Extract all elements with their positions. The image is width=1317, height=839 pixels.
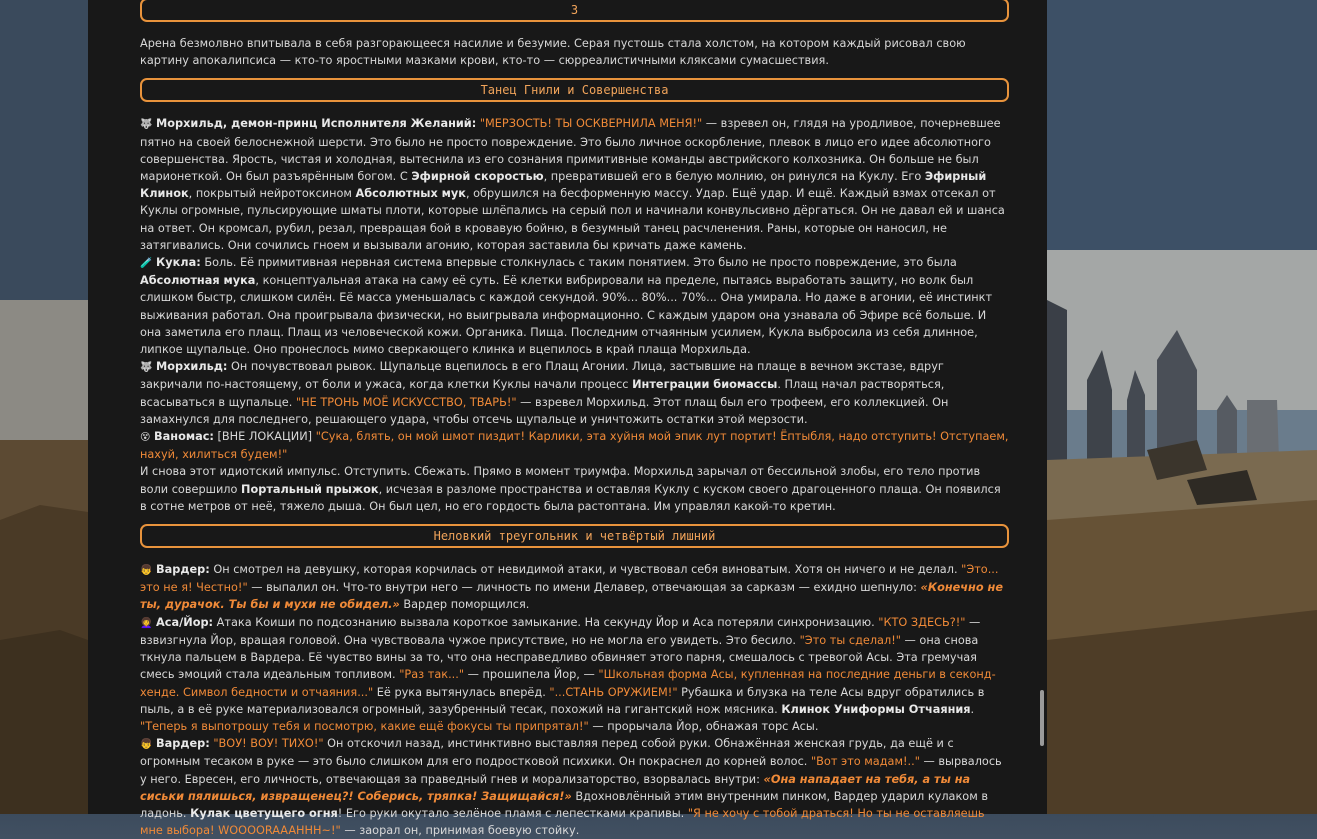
section-banner: Неловкий треугольник и четвёртый лишний — [140, 524, 1009, 548]
background-left — [0, 0, 88, 814]
skill-name: Интеграции биомассы — [632, 378, 778, 392]
scrollbar-thumb[interactable] — [1040, 690, 1044, 746]
narration: , исчезая в разломе пространства и оставляя Куклу с куском своего драгоценного плаща. Он появился в сотне метров от неё, тяжело дыша. Он был цел, но его гордость была растоптана. Им управлял какой-то кретин. — [140, 482, 1001, 513]
quote: "Это... это не я! Честно!" — [140, 563, 999, 595]
quote: "Я не хочу с тобой драться! Но ты не оставляешь мне выбора! WOOOORAAAHHH~!" — [140, 806, 985, 838]
narration: Рубашка и блузка на теле Асы вдруг обратились в пыль, а в её руке материализовался огромный, зазубренный тесак, похожий на гигантский нож мясника. — [140, 685, 985, 716]
skill-name: Эфирный Клинок — [140, 170, 987, 201]
quote: "МЕРЗОСТЬ! ТЫ ОСКВЕРНИЛА МЕНЯ!" — [479, 117, 703, 131]
message-asa-yor — [140, 614, 1009, 735]
message-varder-2 — [140, 735, 1009, 839]
narration: , обрушился на бесформенную массу. Удар. Ещё удар. И ещё. Каждый взмах отсекал от Куклы огромные, пульсирующие шматы плоти, которые шлёпались на серый пол и начинали конвульсивно дёргаться. Он не давал ей и шанса на ответ. Он кромсал, рубил, резал, превращая бой в кровавую бойню, в безумный танец расчленения. Раны, которые он наносил, не затягивались. Они сочились гноем и вызывали агонию, которая заставила бы кричать даже камень. — [140, 187, 1005, 252]
narration: [ВНЕ ЛОКАЦИИ] — [213, 430, 316, 444]
section-banner: 3 — [140, 0, 1009, 22]
narration: — взревел Морхильд. Этот плащ был его трофеем, его коллекцией. Он замахнулся для последнего, решающего удара, чтобы отсечь щупальце и уничтожить остатки этой мерзости. — [140, 395, 949, 426]
boy-face-icon: 👦 — [140, 739, 153, 751]
woman-icon: 👩‍🦱 — [140, 617, 153, 629]
narration: — она снова ткнула пальцем в Вардера. Её чувство вины за то, что она несправедливо обвиняет этого парня, смешалось с тревогой Асы. Эта гремучая смесь эмоций стала идеальным топливом. — [140, 633, 979, 682]
quote: "ВОУ! ВОУ! ТИХО!" — [209, 737, 324, 751]
narration: — выпалил он. Что-то внутри него — личность по имени Делавер, отвечающая за сарказм — ехидно шепнуло: — [247, 581, 921, 595]
narration: — прорычала Йор, обнажая торс Асы. — [588, 719, 819, 733]
narration: . — [970, 702, 975, 716]
speaker-name: Кукла: — [156, 256, 201, 270]
test-tube-icon: 🧪 — [140, 258, 153, 270]
message-kukla — [140, 254, 1009, 358]
boy-face-icon: 👦 — [140, 565, 153, 577]
speaker-name: Морхильд, демон-принц Исполнителя Желаний: — [156, 117, 477, 131]
narration-paragraph — [140, 463, 1009, 515]
narration: ! Его руки окутало зелёное пламя с лепестками крапивы. — [337, 806, 688, 820]
message-morhild — [140, 115, 1009, 254]
quote: "...СТАНЬ ОРУЖИЕМ!" — [549, 685, 678, 699]
quote: "Теперь я выпотрошу тебя и посмотрю, какие ещё фокусы ты припрятал!" — [140, 719, 589, 733]
narration: Он смотрел на девушку, которая корчилась от невидимой атаки, и чувствовал себя виноватым. Хотя он ничего и не делал. — [209, 563, 962, 577]
inner-voice: «Конечно не ты, дурачок. Ты бы и мухи не обидел.» — [140, 581, 1004, 612]
narration: Атака Коиши по подсознанию вызвала короткое замыкание. На секунду Йор и Аса потеряли синхронизацию. — [213, 615, 879, 629]
quote: "НЕ ТРОНЬ МОЁ ИСКУССТВО, ТВАРЬ!" — [295, 395, 517, 409]
narration: . Плащ начал растворяться, всасываться в щупальце. — [140, 378, 945, 409]
narration: — взревел он, глядя на уродливое, почерневшее пятно на своей белоснежной шерсти. Это было не просто повреждение. Это было личное оскорбление, плевок в лицо его идее абсолютного совершенства. Ярость, чистая и холодная, вытеснила из его сознания примитивные команды австрийского колхозника. Он больше не был марионеткой. Он был разъярённым богом. С — [140, 117, 1001, 184]
narration: , концептуальная атака на саму её суть. Её клетки вибрировали на пределе, пытаясь выработать защиту, но волк был слишком быстр, слишком силён. Её масса уменьшалась с каждой секундой. 90%... 80%... 70%... Она умирала. Но даже в агонии, её инстинкт выживания работал. Она проигрывала физически, но выигрывала информационно. С каждым ударом она узнавала об Эфире всё больше. И она заметила его плащ. Плащ из человеческой кожи. Органика. Пища. Последним отчаянным усилием, Кукла выбросила из себя длинное, липкое щупальце. Оно пронеслось мимо сверкающего клинка и вцепилось в край плаща Морхильда. — [140, 274, 993, 357]
quote: "Раз так..." — [399, 668, 465, 682]
wolf-icon: 🐺 — [140, 119, 153, 131]
narration: Вардер поморщился. — [399, 598, 530, 612]
message-morhild-2 — [140, 358, 1009, 428]
quote: "Школьная форма Асы, купленная на последние деньги в секонд-хенде. Символ бедности и отчаяния..." — [140, 668, 996, 699]
narration: Боль. Её примитивная нервная система впервые столкнулась с таким понятием. Это было не просто повреждение, это была — [200, 256, 957, 270]
skill-name: Кулак цветущего огня — [190, 806, 338, 820]
story-content — [88, 0, 1047, 839]
narration: — заорал он, принимая боевую стойку. — [340, 824, 580, 838]
skill-name: Клинок Униформы Отчаяния — [781, 702, 971, 716]
message-varder — [140, 561, 1009, 614]
dizzy-face-icon: 😵 — [140, 432, 151, 444]
narration: — взвизгнула Йор, вращая головой. Она чувствовала чужое присутствие, но не могла его увидеть. Это бесило. — [140, 615, 981, 647]
wolf-icon: 🐺 — [140, 362, 153, 374]
background-right — [1047, 0, 1317, 814]
skill-name: Абсолютных мук — [355, 187, 466, 201]
quote: "Вот это мадам!.." — [810, 755, 920, 769]
narration: Он почувствовал рывок. Щупальце вцепилось в его Плащ Агонии. Лица, застывшие на плаще в вечном экстазе, вдруг закричали по-настоящему, от боли и ужаса, когда клетки Куклы начали процесс — [140, 360, 944, 392]
narration: — вырвалось у него. Евресен, его личность, отвечающая за праведный гнев и морализаторство, взорвалась внутри: — [140, 755, 1002, 786]
narration: Её рука вытянулась вперёд. — [373, 685, 550, 699]
narration: , покрытый нейротоксином — [188, 187, 356, 201]
skill-name: Портальный прыжок — [241, 482, 379, 496]
speaker-name: Вардер: — [156, 563, 210, 577]
narration: Вдохновлённый этим внутренним пинком, Вардер ударил кулаком в ладонь. — [140, 789, 988, 820]
section-banner: Танец Гнили и Совершенства — [140, 78, 1009, 102]
narration: , превратившей его в белую молнию, он ринулся на Куклу. Его — [543, 170, 925, 184]
speaker-name: Аса/Йор: — [156, 615, 214, 629]
inner-voice: «Она нападает на тебя, а ты на сиськи пялишься, извращенец?! Соберись, тряпка! Защищайся!» — [140, 772, 971, 803]
narration: — прошипела Йор, — — [464, 668, 599, 682]
speaker-name: Вардер: — [156, 737, 210, 751]
message-vanomas — [140, 428, 1009, 463]
narration: И снова этот идиотский импульс. Отступить. Сбежать. Прямо в момент триумфа. Морхильд зарычал от бессильной злобы, его тело против воли совершило — [140, 465, 981, 496]
speaker-name: Морхильд: — [156, 360, 228, 374]
quote: "Это ты сделал!" — [799, 633, 901, 647]
intro-paragraph: Арена безмолвно впитывала в себя разгорающееся насилие и безумие. Серая пустошь стала холстом, на котором каждый рисовал свою картину апокалипсиса — кто-то яростными мазками крови, кто-то — сюрреалистичными кляксами сумасшествия. — [140, 37, 966, 68]
speaker-name: Ваномас: — [154, 430, 214, 444]
quote: "КТО ЗДЕСЬ?!" — [878, 615, 966, 629]
quote: "Сука, блять, он мой шмот пиздит! Карлики, эта хуйня мой эпик лут портит! Ёптыбля, надо отступить! Отступаем, нахуй, хилиться будем!" — [140, 430, 1009, 462]
skill-name: Абсолютная мука — [140, 274, 256, 288]
skill-name: Эфирной скоростью — [411, 170, 544, 184]
chat-panel — [88, 0, 1047, 838]
narration: Он отскочил назад, инстинктивно выставляя перед собой руки. Обнажённая женская грудь, да ещё и с огромным тесаком в руке — это было слишком для его подростковой психики. Он покраснел до корней волос. — [140, 737, 954, 769]
